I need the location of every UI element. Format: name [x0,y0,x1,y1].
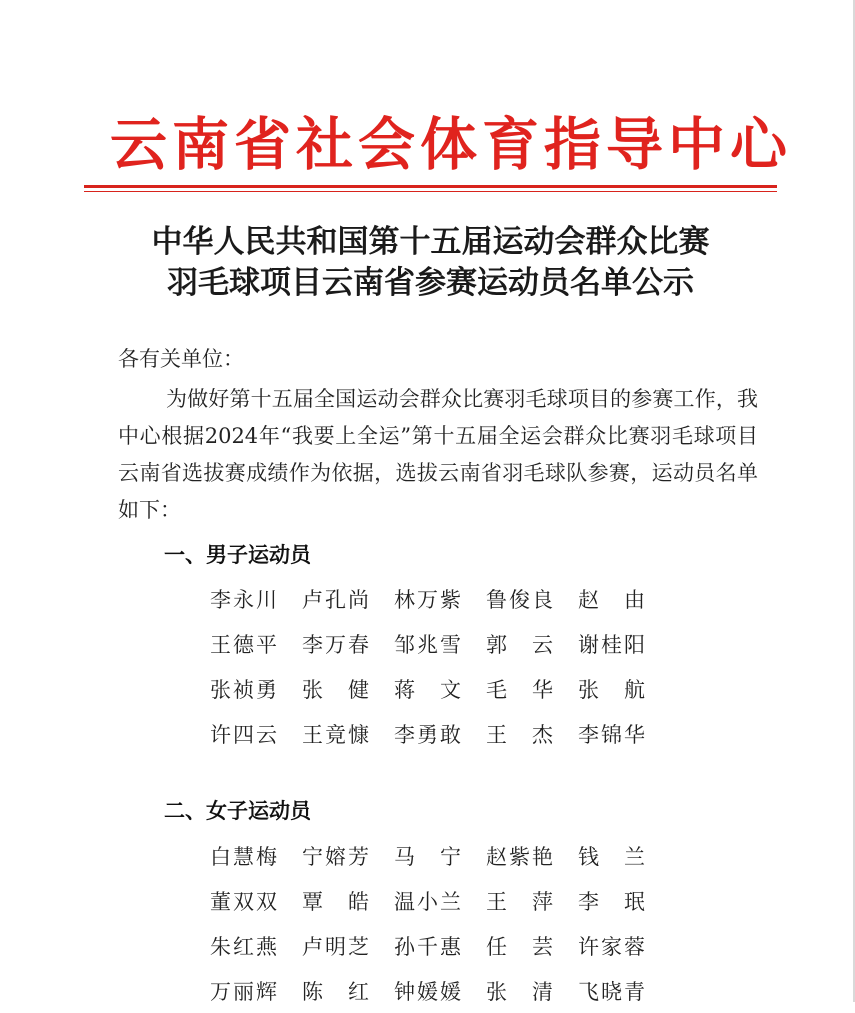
body-paragraph: 为做好第十五届全国运动会群众比赛羽毛球项目的参赛工作，我中心根据2024年“我要上全运”第十五届全运会群众比赛羽毛球项目云南省选拔赛成绩作为依据，选拔云南省羽毛球队参赛，运动员名单如下： [118,387,758,522]
salutation: 各有关单位： [118,347,244,371]
name-row [210,968,670,1013]
name-list-women [210,833,670,1013]
athlete-name: 马 宁 [394,844,463,869]
athlete-name: 白慧梅 [210,844,279,869]
letterhead-org-name: 云南省社会体育指导中心 [110,111,792,178]
section-heading-men: 一、男子运动员 [164,542,311,567]
athlete-name: 郭 云 [486,632,555,657]
athlete-name: 任 芸 [486,934,555,959]
athlete-name: 宁嫆芳 [302,844,371,869]
athlete-name: 李万春 [302,632,371,657]
name-row [210,576,670,621]
name-row [210,711,670,756]
athlete-name: 王德平 [210,632,279,657]
athlete-name: 许家蓉 [578,934,647,959]
athlete-name: 朱红燕 [210,934,279,959]
letterhead-rule-thick [84,185,777,188]
name-row [210,833,670,878]
athlete-name: 谢桂阳 [578,632,647,657]
athlete-name: 王 杰 [486,722,555,747]
athlete-name: 张 健 [302,677,371,702]
name-row [210,878,670,923]
name-row [210,923,670,968]
athlete-name: 李锦华 [578,722,647,747]
athlete-name: 李 珉 [578,889,647,914]
athlete-name: 王 萍 [486,889,555,914]
athlete-name: 钟媛媛 [394,979,463,1004]
athlete-name: 李勇敢 [394,722,463,747]
name-list-men [210,576,670,756]
name-row [210,666,670,711]
athlete-name: 陈 红 [302,979,371,1004]
athlete-name: 万丽辉 [210,979,279,1004]
athlete-name: 王竟慷 [302,722,371,747]
athlete-name: 邹兆雪 [394,632,463,657]
athlete-name: 赵紫艳 [486,844,555,869]
letterhead-rule-thin [84,191,777,192]
athlete-name: 李永川 [210,587,279,612]
athlete-name: 温小兰 [394,889,463,914]
athlete-name: 许四云 [210,722,279,747]
athlete-name: 林万紫 [394,587,463,612]
section-heading-women: 二、女子运动员 [164,798,311,823]
athlete-name: 孙千惠 [394,934,463,959]
athlete-name: 鲁俊良 [486,587,555,612]
athlete-name: 蒋 文 [394,677,463,702]
athlete-name: 覃 皓 [302,889,371,914]
athlete-name: 张 清 [486,979,555,1004]
athlete-name: 张 航 [578,677,647,702]
athlete-name: 钱 兰 [578,844,647,869]
document-title-line-2: 羽毛球项目云南省参赛运动员名单公示 [167,265,694,301]
athlete-name: 卢孔尚 [302,587,371,612]
athlete-name: 毛 华 [486,677,555,702]
athlete-name: 赵 由 [578,587,647,612]
athlete-name: 董双双 [210,889,279,914]
athlete-name: 张祯勇 [210,677,279,702]
athlete-name: 飞晓青 [578,979,647,1004]
athlete-name: 卢明芝 [302,934,371,959]
name-row [210,621,670,666]
document-title-line-1: 中华人民共和国第十五届运动会群众比赛 [151,224,710,260]
